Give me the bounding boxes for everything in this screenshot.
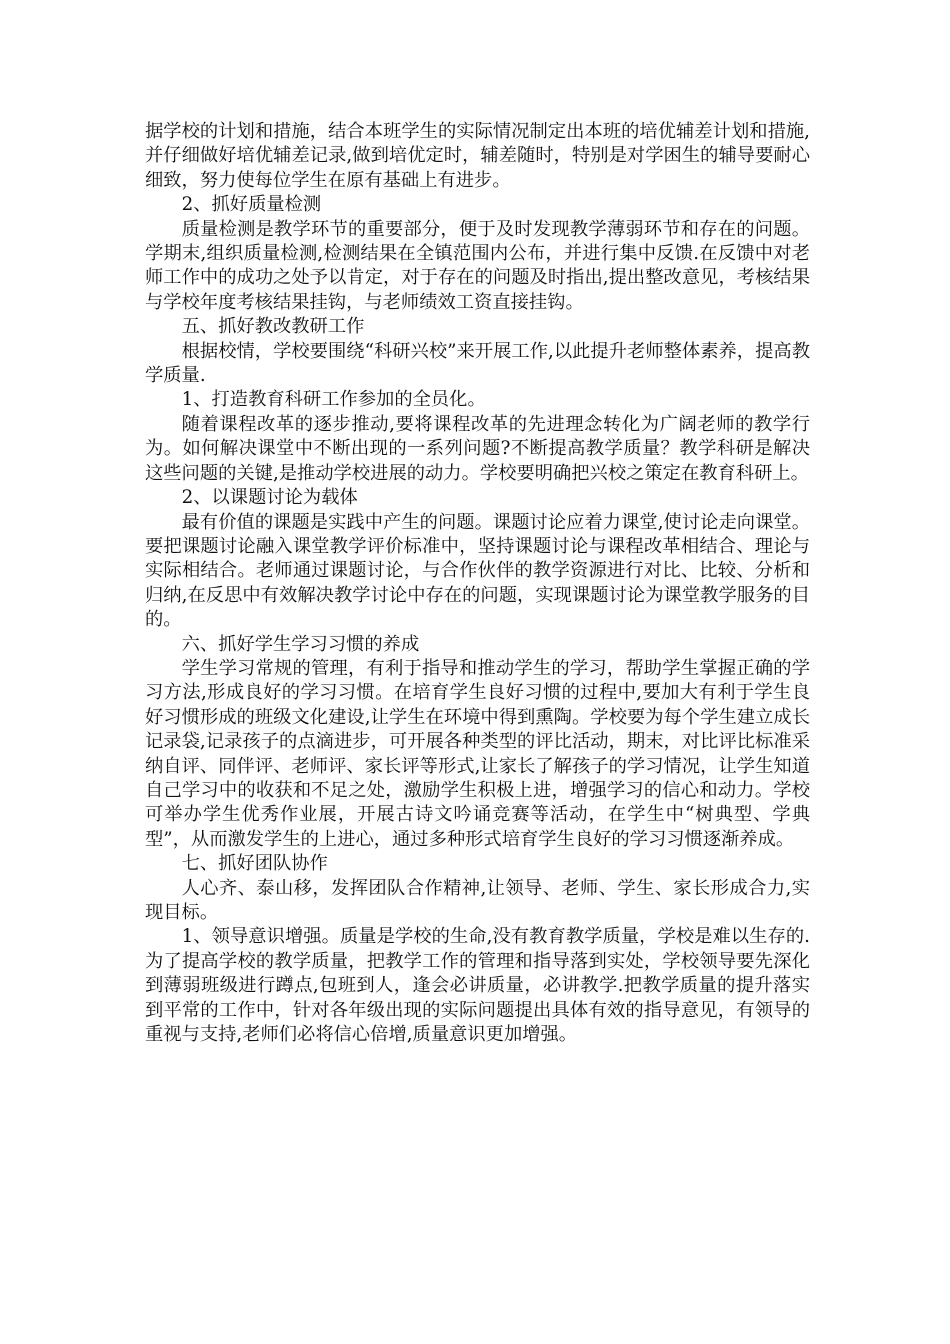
document-body [145,120,810,1047]
heading-topic-discussion: 2、以课题讨论为载体 [181,487,358,509]
paragraph-leadership: 1、领导意识增强。质量是学校的生命,没有教育教学质量，学校是难以生存的.为了提高学校的教学质量，把教学工作的管理和指导落到实处，学校领导要先深化到薄弱班级进行蹲点,包班到人，逢会必讲质量，必讲教学.把教学质量的提升落实到平常的工作中，针对各年级出现的实际问题提出具体有效的指导意见，有领导的重视与支持,老师们必将信心倍增,质量意识更加增强。 [145,926,810,1046]
paragraph-quality-check: 质量检测是教学环节的重要部分，便于及时发现教学薄弱环节和存在的问题。学期末,组织质量检测,检测结果在全镇范围内公布，并进行集中反馈.在反馈中对老师工作中的成功之处予以肯定，对于存在的问题及时指出,提出整改意见，考核结果与学校年度考核结果挂钩，与老师绩效工资直接挂钩。 [145,218,810,313]
paragraph-research: 根据校情，学校要围绕“科研兴校”来开展工作,以此提升老师整体素养，提高教学质量. [145,340,810,387]
section-heading-five: 五、抓好教改教研工作 [181,316,365,338]
paragraph-curriculum-reform: 随着课程改革的逐步推动,要将课程改革的先进理念转化为广阔老师的教学行为。如何解决课堂中不断出现的一系列问题?不断提高教学质量？教学科研是解决这些问题的关键,是推动学校进展的动力。学校要明确把兴校之策定在教育科研上。 [145,413,810,484]
paragraph-continued: 据学校的计划和措施，结合本班学生的实际情况制定出本班的培优辅差计划和措施,并仔细做好培优辅差记录,做到培优定时，辅差随时，特别是对学困生的辅导要耐心细致，努力使每位学生在原有基础上有进步。 [145,121,810,191]
paragraph-teamwork: 人心齐、泰山移，发挥团队合作精神,让领导、老师、学生、家长形成合力,实现目标。 [145,877,810,923]
paragraph-study-habits: 学生学习常规的管理，有利于指导和推动学生的学习，帮助学生掌握正确的学习方法,形成良好的学习习惯。在培育学生良好习惯的过程中,要加大有利于学生良好习惯形成的班级文化建设,让学生在环境中得到熏陶。学校要为每个学生建立成长记录袋,记录孩子的点滴进步，可开展各种类型的评比活动，期末，对比评比标准采纳自评、同伴评、老师评、家长评等形式,让家长了解孩子的学习情况，让学生知道自己学习中的收获和不足之处，激励学生积极上进，增强学习的信心和动力。学校可举办学生优秀作业展，开展古诗文吟诵竞赛等活动，在学生中“树典型、学典型”，从而激发学生的上进心，通过多种形式培育学生良好的学习习惯逐渐养成。 [145,657,810,850]
section-heading-six: 六、抓好学生学习习惯的养成 [181,633,420,655]
paragraph-topic-discussion: 最有价值的课题是实践中产生的问题。课题讨论应着力课堂,使讨论走向课堂。要把课题讨论融入课堂教学评价标准中，坚持课题讨论与课程改革相结合、理论与实际相结合。老师通过课题讨论，与合作伙伴的教学资源进行对比、比较、分析和归纳,在反思中有效解决教学讨论中存在的问题，实现课题讨论为课堂教学服务的目的。 [145,511,810,631]
heading-quality-check: 2、抓好质量检测 [181,194,322,216]
section-heading-seven: 七、抓好团队协作 [181,853,328,875]
heading-research-participation: 1、打造教育科研工作参加的全员化。 [181,389,486,411]
